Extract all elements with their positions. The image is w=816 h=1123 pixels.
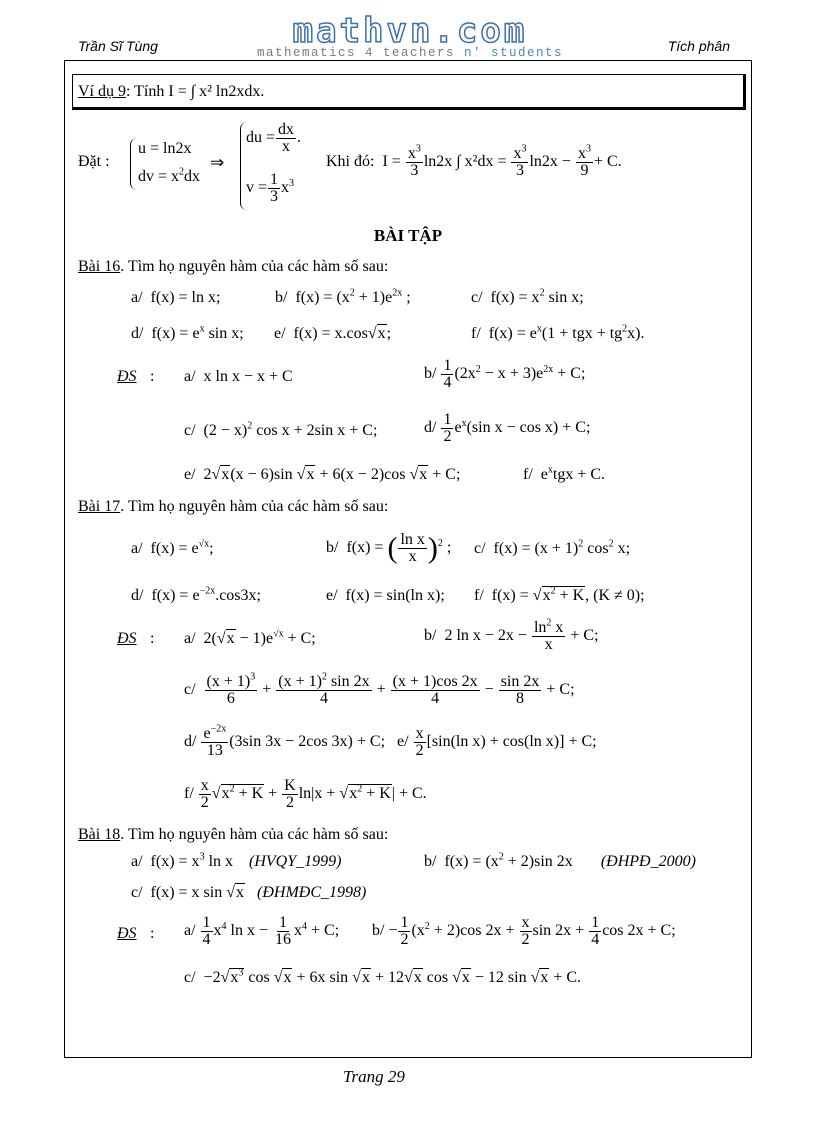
example-statement: Ví dụ 9: Tính I = ∫ x² ln2xdx. [78,83,265,100]
bai16-d: d/ $f(x) = e^x$ sin x; [131,323,244,342]
section-title: BÀI TẬP [373,226,443,245]
bai16-ans-a: a/ x ln x − x + C [184,368,293,385]
author-name: Trần Sĩ Tùng [78,38,158,54]
setup-du: du = $\frac{dx}{x}$ . [246,121,302,155]
colon: : [150,925,155,942]
site-logo [250,11,570,60]
bai16-ans-b: b/ $\frac{1}{4}$ $(2x^2 - x + 3)e^{2x} + C$; [424,357,586,391]
bai16-e: e/ f(x) = x.cos√x; [274,325,392,342]
bai17-ds-label: ĐS [117,630,137,647]
bai18-ans-a: a/ $\frac{1}{4}$ $x^4$ ln x − $\frac{1}{16}$ $x^4 + C$; [184,914,340,948]
logo-tagline: mathematics 4 teachers n' students [256,46,564,60]
setup-v: v = $\frac{1}{3}$ $x^3$ [246,171,295,205]
bai18-ds-label: ĐS [117,925,137,942]
implies-symbol: ⇒ [210,153,225,172]
subject-title: Tích phân [667,38,730,54]
colon: : [150,630,155,647]
bai18-ans-b: b/ − $\frac{1}{2}$ $(x^2 + 2)\cos$ 2x + $\frac{x}{2}$ sin 2x + $\frac{1}{4}$ cos 2x + C; [372,914,676,948]
bai16-a: a/ f(x) = ln x; [131,289,221,306]
bai17-f: f/ $f(x) = √x^2 + K$, (K ≠ 0); [474,585,645,604]
bai16-ans-d: d/ $\frac{1}{2}$ $e^x(\sin$ x − cos x) + C; [424,411,591,445]
logo-wordmark: mathvn.com [292,11,528,51]
bai16-ds-label: ĐS [117,368,137,385]
bai17-ans-b: b/ 2 ln x − 2x − $\frac{\ln^2 x}{x}$ + C; [424,617,599,653]
colon: : [150,368,155,385]
bai17-d: d/ $f(x) = e^{-2x}.\cos 3x$; [131,585,261,604]
bai17-ans-c: c/ $\frac{(x + 1)^3}{6}$ + $\frac{(x + 1)^2 \sin 2x}{4}$ + $\frac{(x + 1)\cos 2x}{4}$ − $\frac{\sin 2x}{8}$ + C; [184,671,575,707]
bai18-b: b/ $f(x) = (x^2 + 2)\sin$ 2x (ĐHPĐ_2000) [424,851,696,870]
bai17-ans-a: a/ $2(√x - 1)e^{√x} + C$; [184,628,316,647]
setup-dv: dv = $x^2dx$ [138,166,201,185]
bai17-prompt: Bài 17. Tìm họ nguyên hàm của các hàm số sau: [78,498,389,515]
bai16-f: f/ $f(x) = e^x(1$ + tgx + $tg^2x$). [471,323,645,342]
bai18-a: a/ $f(x) = x^3$ ln x (HVQY_1999) [131,851,342,870]
bai17-ans-f: f/ $\frac{x}{2}$ $√x^2 + K$ + $\frac{K}{2}$ $\ln|x + √x^2 + K| + C$. [184,777,427,811]
bai17-ans-d: d/ $\frac{e^{-2x}}{13}$ (3sin 3x − 2cos 3x) + C; e/ $\frac{x}{2}$ [sin(ln x) + cos(ln x)] + C; [184,723,597,759]
bai16-b: b/ $f(x) = (x^2 + 1)e^{2x}$ ; [275,287,411,306]
bai17-a: a/ $f(x) = e^{√x}$; [131,538,214,557]
setup-u: u = ln2x [138,140,192,157]
bai17-b: b/ f(x) = ( $\frac{\text{ln x}}{x}$ )$^2$ ; [326,531,452,565]
bai16-ans-e: e/ 2√x(x − 6)sin √x + 6(x − 2)cos √x + C; [184,466,461,483]
bai16-prompt: Bài 16. Tìm họ nguyên hàm của các hàm số sau: [78,258,389,275]
setup-result: Khi đó: I = $\frac{x^3}{3}$ ln2x ∫ x²dx = $\frac{x^3}{3}$ ln2x − $\frac{x^3}{9}$ + C. [326,143,622,179]
bai18-prompt: Bài 18. Tìm họ nguyên hàm của các hàm số sau: [78,826,389,843]
page-number: Trang 29 [343,1067,405,1086]
bai17-c: c/ $f(x) = (x + 1)^2$ $\cos^2 x$; [474,538,631,557]
bai18-c: c/ f(x) = x sin √x (ĐHMĐC_1998) [131,884,367,901]
bai16-ans-c: c/ $(2 - x)^2$ cos x + 2sin x + C; [184,420,378,439]
bai17-e: e/ f(x) = sin(ln x); [326,587,445,604]
bai16-c: c/ $f(x) = x^2$ sin x; [471,287,584,306]
bai18-ans-c: $c/ -2√x^3$ cos √x + 6x sin √x + 12√x cos √x − 12 sin √x + C. [184,967,582,986]
bai16-ans-f: f/ $e^xtgx + C$. [523,464,606,483]
setup-label: Đặt : [78,153,110,170]
